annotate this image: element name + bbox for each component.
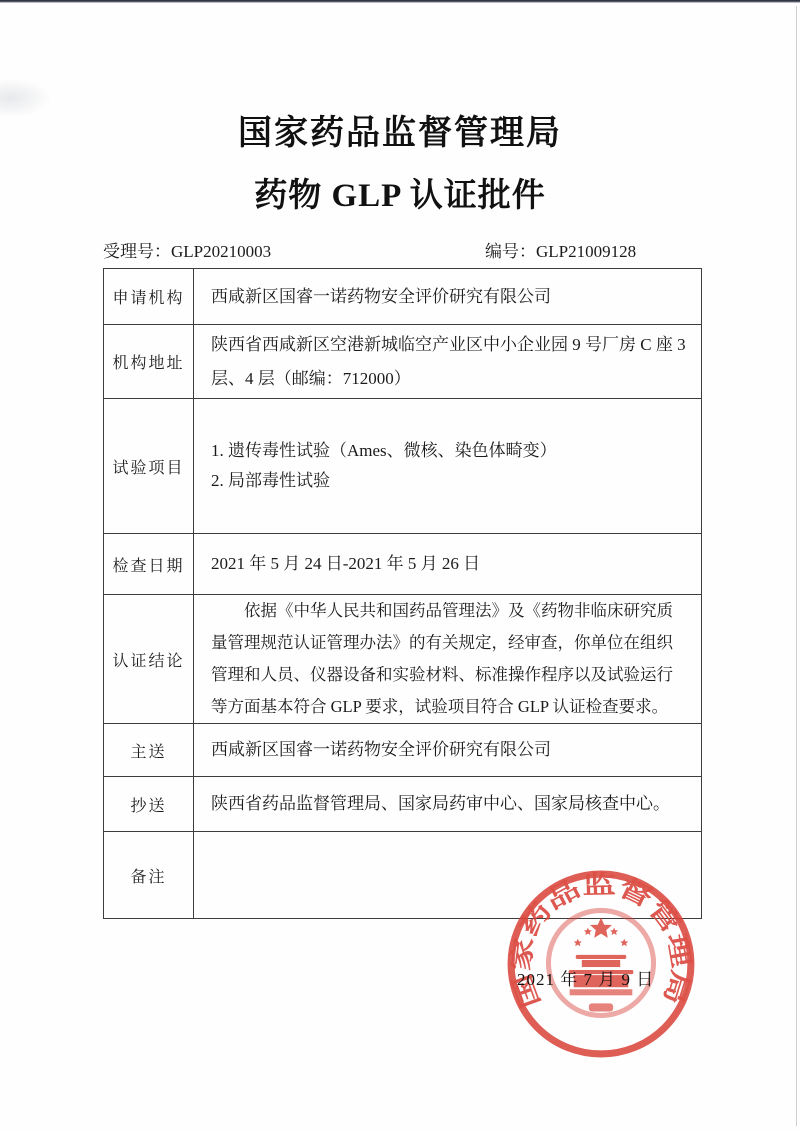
seal-arc-text: 国家药品监督管理局 [506,871,695,1012]
acceptance-number [103,242,271,261]
table-row-cc [104,776,701,831]
row-label: 检查日期 [104,534,194,594]
conclusion-paragraph: 依据《中华人民共和国药品管理法》及《药物非临床研究质量管理规范认证管理办法》的有关规定，经审查，你单位在组织管理和人员、仪器设备和实验材料、标准操作程序以及试验运行等方面基本符合 GLP 要求，试验项目符合 GLP 认证检查要求。 [211,601,673,716]
row-label: 主送 [104,724,194,776]
test-item-line: 2. 局部毒性试验 [211,471,330,490]
table-row-conclusion [104,594,701,723]
row-content: 西咸新区国睿一诺药物安全评价研究有限公司 [211,740,551,759]
table-row-address [104,324,701,398]
row-label: 申请机构 [104,269,194,324]
document-title: 国家药品监督管理局 [238,115,562,152]
row-content: 西咸新区国睿一诺药物安全评价研究有限公司 [211,286,551,306]
table-row-test-items [104,398,701,533]
row-content [194,595,701,723]
row-content: 陕西省西咸新区空港新城临空产业区中小企业园 9 号厂房 C 座 3 层、4 层（邮编：712000） [211,334,686,388]
scan-artifact-top-edge [0,0,800,3]
test-item-line: 1. 遗传毒性试验（Ames、微核、染色体畸变） [211,441,557,460]
table-row-inspection-date [104,533,701,594]
certification-table [103,268,702,919]
number-label: 编号： [485,242,536,261]
row-label: 备注 [104,832,194,918]
number-value: GLP21009128 [536,242,637,261]
row-content: 陕西省药品监督管理局、国家局药审中心、国家局核查中心。 [211,794,670,813]
reference-line [103,237,702,262]
acceptance-value: GLP20210003 [171,242,272,261]
row-label: 抄送 [104,777,194,831]
official-seal [503,866,699,1062]
issue-date: 2021 年 7 月 9 日 [517,970,655,989]
document-number [485,237,636,262]
table-row-applicant [104,269,701,324]
acceptance-label: 受理号： [103,242,171,261]
table-row-main-recipient [104,723,701,776]
row-content: 2021 年 5 月 24 日-2021 年 5 月 26 日 [211,554,481,573]
row-label: 机构地址 [104,325,194,398]
seal-national-emblem [548,910,653,1015]
row-content [194,399,701,533]
document-subtitle: 药物 GLP 认证批件 [254,178,546,214]
row-label: 认证结论 [104,595,194,723]
row-label: 试验项目 [104,399,194,533]
